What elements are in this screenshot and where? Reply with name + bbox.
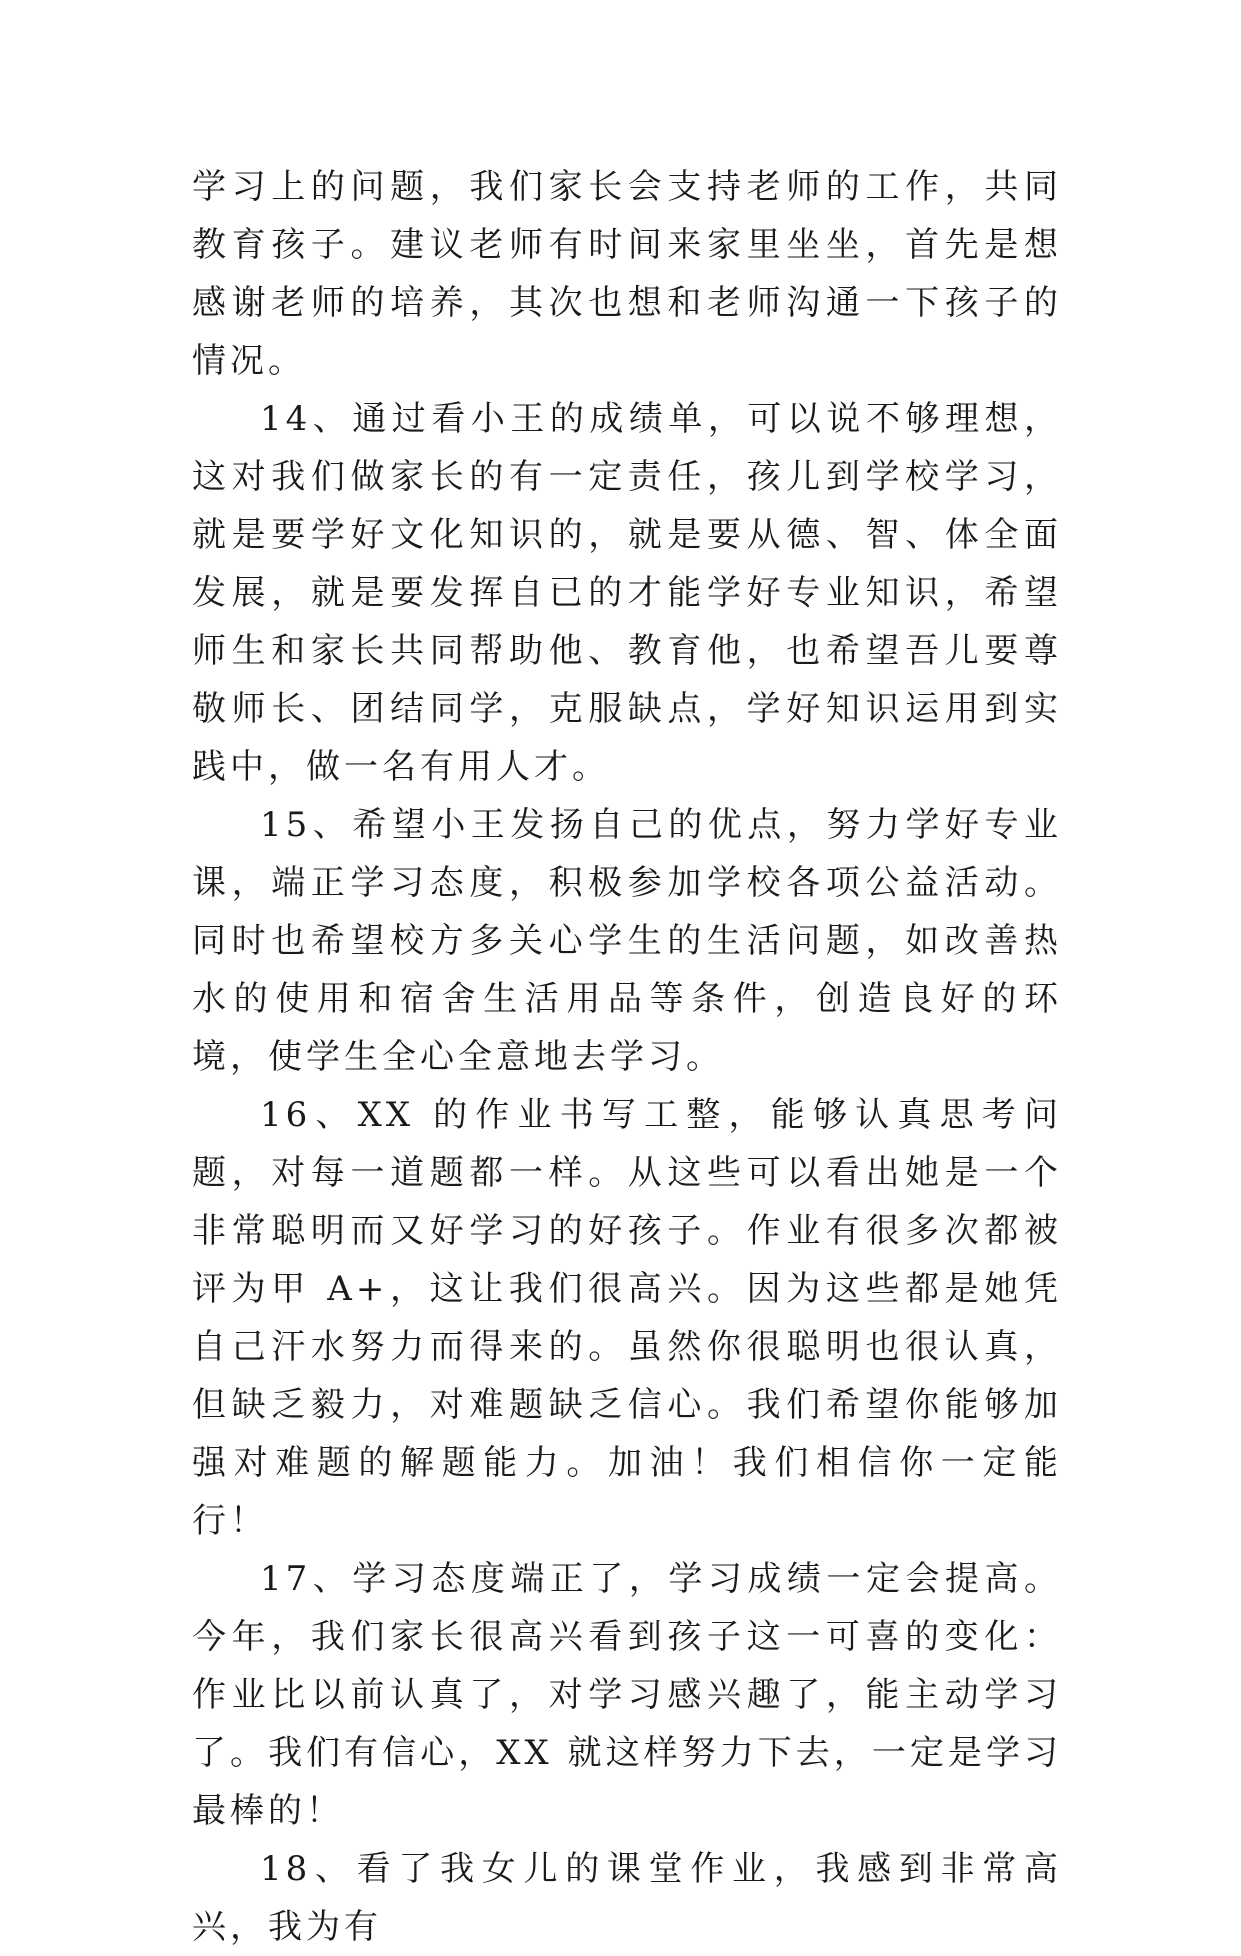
- paragraph-item-16: 16、XX 的作业书写工整，能够认真思考问题，对每一道题都一样。从这些可以看出她是一个非常聪明而又好学习的好孩子。作业有很多次都被评为甲 A+，这让我们很高兴。因为这些都是她凭自己汗水努力而得来的。虽然你很聪明也很认真，但缺乏毅力，对难题缺乏信心。我们希望你能够加强对难题的解题能力。加油！我们相信你一定能行！: [192, 1095, 1062, 1541]
- paragraph-item-15: 15、希望小王发扬自己的优点，努力学好专业课，端正学习态度，积极参加学校各项公益活动。同时也希望校方多关心学生的生活问题，如改善热水的使用和宿舍生活用品等条件，创造良好的环境，使学生全心全意地去学习。: [192, 805, 1062, 1077]
- document-body: [192, 158, 1062, 1956]
- paragraph-continuation: 学习上的问题，我们家长会支持老师的工作，共同教育孩子。建议老师有时间来家里坐坐，首先是想感谢老师的培养，其次也想和老师沟通一下孩子的情况。: [192, 167, 1062, 381]
- paragraph-item-14: 14、通过看小王的成绩单，可以说不够理想，这对我们做家长的有一定责任，孩儿到学校学习，就是要学好文化知识的，就是要从德、智、体全面发展，就是要发挥自已的才能学好专业知识，希望师生和家长共同帮助他、教育他，也希望吾儿要尊敬师长、团结同学，克服缺点，学好知识运用到实践中，做一名有用人才。: [192, 399, 1062, 787]
- paragraph-item-17: 17、学习态度端正了，学习成绩一定会提高。今年，我们家长很高兴看到孩子这一可喜的变化：作业比以前认真了，对学习感兴趣了，能主动学习了。我们有信心，XX 就这样努力下去，一定是学习最棒的！: [192, 1559, 1062, 1831]
- paragraph-item-18: 18、看了我女儿的课堂作业，我感到非常高兴，我为有: [192, 1849, 1062, 1947]
